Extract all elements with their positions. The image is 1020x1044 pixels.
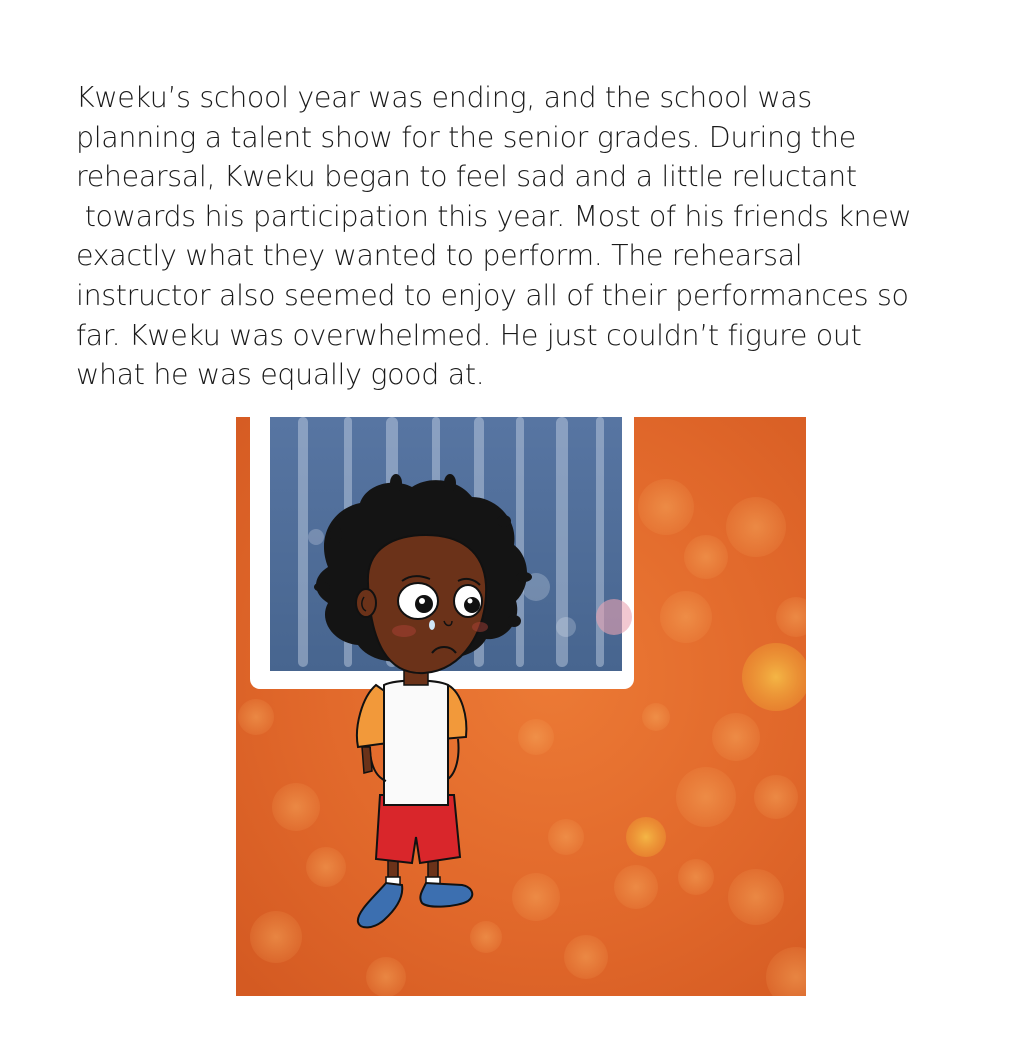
story-line: instructor also seemed to enjoy all of their performances so <box>76 278 909 312</box>
story-line: rehearsal, Kweku began to feel sad and a little reluctant <box>76 160 857 194</box>
story-line: what he was equally good at. <box>76 358 485 392</box>
story-line: towards his participation this year. Most of his friends knew <box>76 199 912 233</box>
story-line: planning a talent show for the senior grades. During the <box>76 120 856 154</box>
story-line: far. Kweku was overwhelmed. He just couldn’t figure out <box>76 318 862 352</box>
illustration-svg <box>236 417 806 996</box>
story-illustration <box>236 417 806 996</box>
story-line: exactly what they wanted to perform. The rehearsal <box>76 239 803 273</box>
story-line: Kweku’s school year was ending, and the school was <box>76 81 812 114</box>
story-paragraph <box>76 78 976 395</box>
